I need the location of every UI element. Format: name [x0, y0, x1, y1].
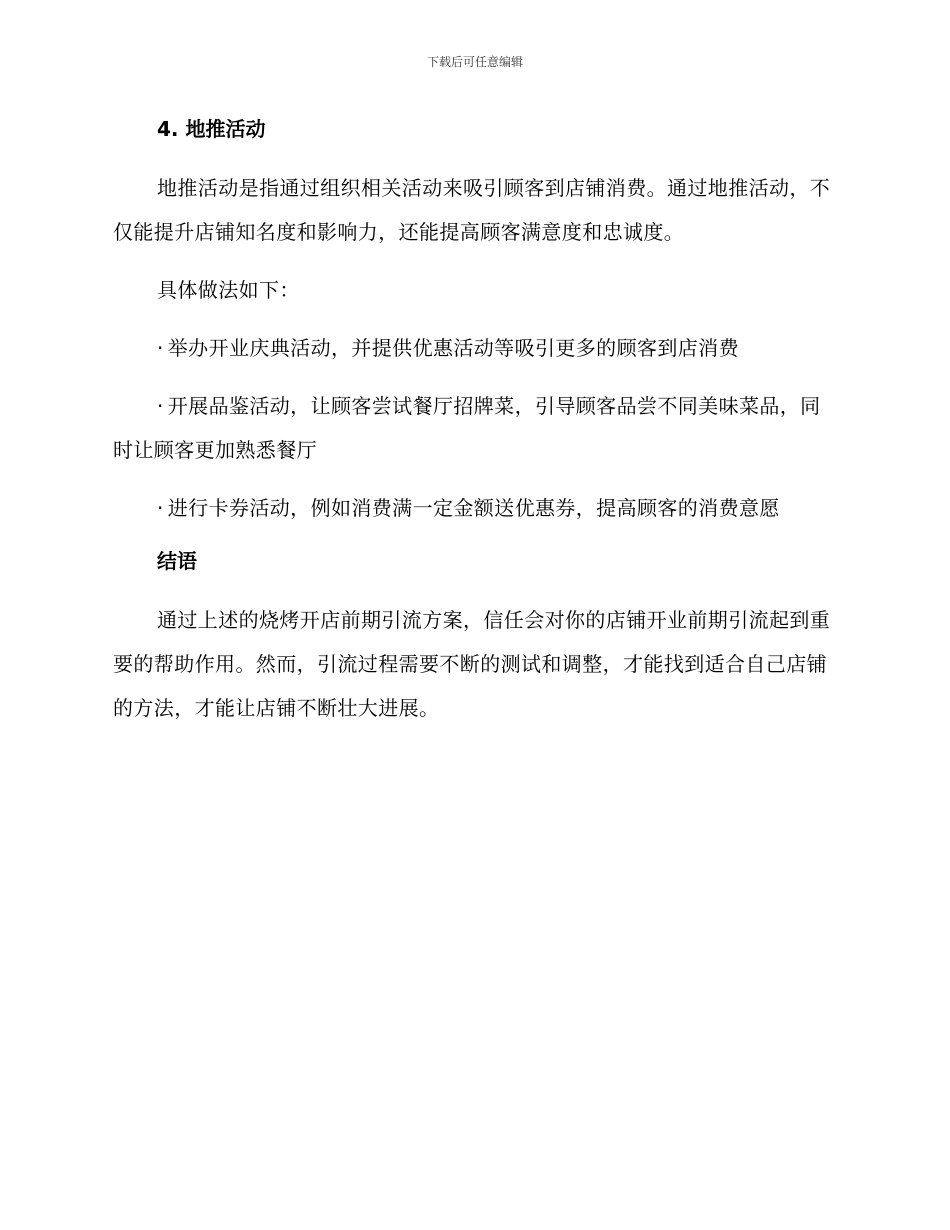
header-note: 下载后可任意编辑 — [426, 55, 523, 69]
section-intro-paragraph: 地推活动是指通过组织相关活动来吸引顾客到店铺消费。通过地推活动，不仅能提升店铺知名度和影响力，还能提高顾客满意度和忠诚度。 — [113, 176, 831, 244]
method-bullet-list — [113, 326, 833, 530]
conclusion-paragraph: 通过上述的烧烤开店前期引流方案，信任会对你的店铺开业前期引流起到重要的帮助作用。然而，引流过程需要不断的测试和调整，才能找到适合自己店铺的方法，才能让店铺不断壮大进展。 — [113, 608, 831, 720]
list-item — [113, 326, 833, 370]
list-item-text: 举办开业庆典活动，并提供优惠活动等吸引更多的顾客到店消费 — [167, 336, 739, 360]
bullet-dot-icon: · — [157, 394, 164, 418]
list-item-text: 开展品鉴活动，让顾客尝试餐厅招牌菜，引导顾客品尝不同美味菜品，同时让顾客更加熟悉餐厅 — [113, 394, 821, 462]
list-item — [113, 384, 833, 472]
list-item — [113, 486, 833, 530]
bullet-dot-icon: · — [157, 336, 164, 360]
list-item-text: 进行卡券活动，例如消费满一定金额送优惠券，提高顾客的消费意愿 — [167, 496, 780, 520]
document-content — [113, 112, 833, 744]
method-label: 具体做法如下： — [157, 278, 300, 302]
section-heading-ground-promotion: 4. 地推活动 — [157, 117, 266, 141]
bullet-dot-icon: · — [157, 496, 164, 520]
section-heading-conclusion: 结语 — [157, 549, 197, 573]
